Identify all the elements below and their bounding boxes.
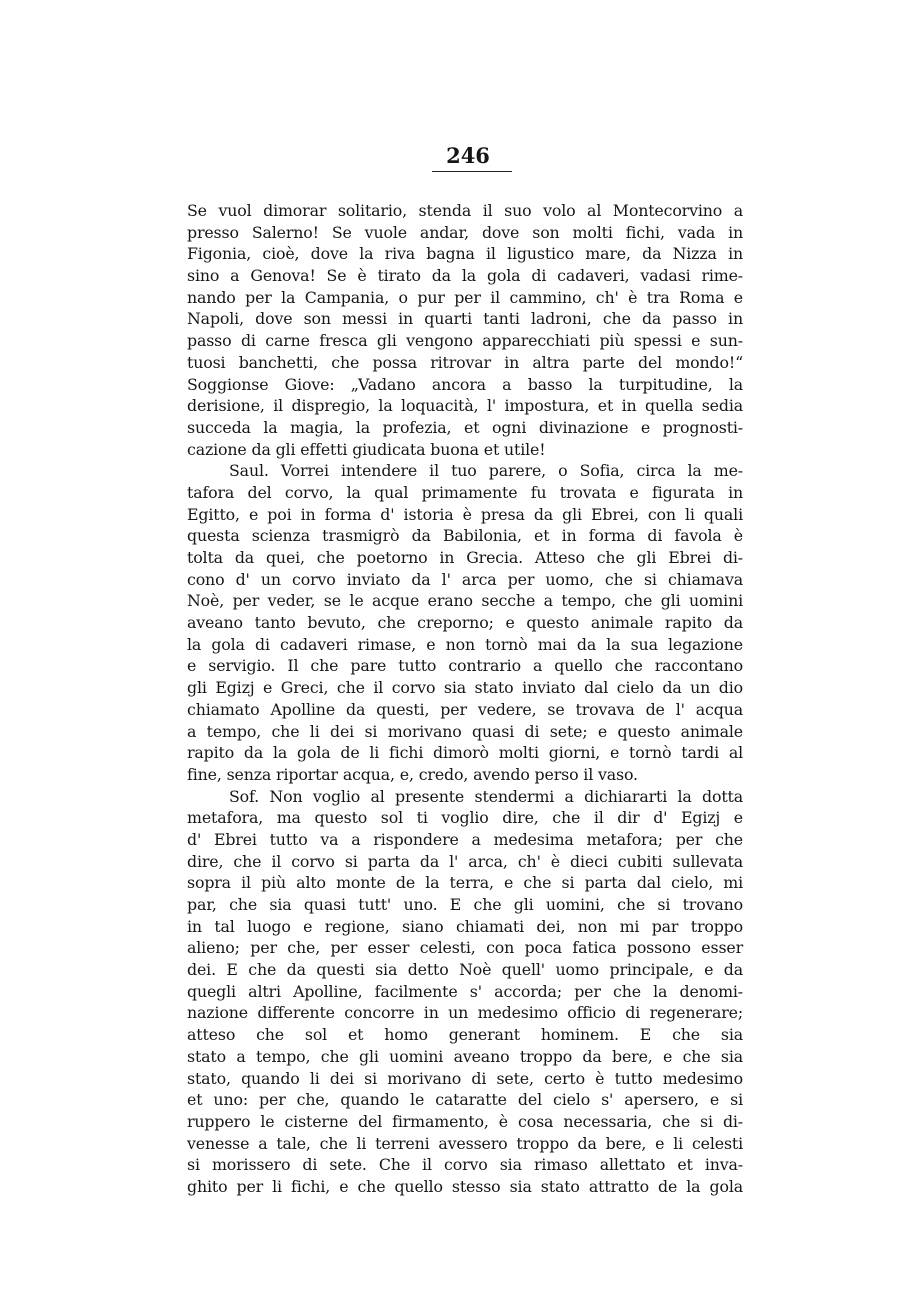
text-line: dei. E che da questi sia detto Noè quell' uomo principale, e da (187, 960, 743, 980)
text-line: gli Egizj e Greci, che il corvo sia stato inviato dal cielo da un dio (187, 678, 743, 698)
text-line: ghito per li fichi, e che quello stesso sia stato attratto de la gola (187, 1176, 743, 1196)
text-line: Se vuol dimorar solitario, stenda il suo volo al Montecorvino a (187, 201, 743, 220)
text-line: nazione differente concorre in un medesimo officio di regenerare; (187, 1003, 743, 1023)
text-line: tafora del corvo, la qual primamente fu trovata e figurata in (187, 482, 743, 502)
text-line: passo di carne fresca gli vengono apparecchiati più spessi e sun- (187, 331, 743, 351)
text-line: d' Ebrei tutto va a rispondere a medesima metafora; per che (187, 829, 743, 849)
text-line: stato, quando li dei si morivano di sete, certo è tutto medesimo (187, 1068, 743, 1088)
text-line: quegli altri Apolline, facilmente s' accorda; per che la denomi- (187, 981, 743, 1001)
text-line: Soggionse Giove: „Vadano ancora a basso la turpitudine, la (187, 374, 743, 394)
text-line: Saul. Vorrei intendere il tuo parere, o Sofia, circa la me- (229, 461, 743, 481)
header-rule (432, 171, 512, 172)
text-line: e servigio. Il che pare tutto contrario a quello che raccontano (187, 656, 743, 676)
text-line: rapito da la gola de li fichi dimorò molti giorni, e tornò tardi al (187, 743, 743, 763)
text-line: chiamato Apolline da questi, per vedere, se trovava de l' acqua (187, 699, 743, 719)
text-line: a tempo, che li dei si morivano quasi di sete; e questo animale (187, 721, 743, 741)
text-line: venesse a tale, che li terreni avessero troppo da bere, e li celesti (187, 1133, 743, 1153)
text-line: cazione da gli effetti giudicata buona et utile! (187, 439, 546, 459)
text-line: ruppero le cisterne del firmamento, è cosa necessaria, che si di- (187, 1111, 743, 1131)
text-line: cono d' un corvo inviato da l' arca per uomo, che si chiamava (187, 569, 743, 589)
text-line: derisione, il dispregio, la loquacità, l' impostura, et in quella sedia (187, 396, 743, 416)
text-line: questa scienza trasmigrò da Babilonia, et in forma di favola è (187, 526, 743, 546)
text-line: atteso che sol et homo generant hominem. E che sia (187, 1025, 743, 1045)
text-line: stato a tempo, che gli uomini aveano troppo da bere, e che sia (187, 1046, 743, 1066)
body-text (187, 200, 743, 1198)
page-number: 246 (446, 143, 490, 168)
text-line: Sof. Non voglio al presente stendermi a dichiararti la dotta (229, 786, 743, 806)
text-line: dire, che il corvo si parta da l' arca, ch' è dieci cubiti sullevata (187, 851, 743, 871)
text-line: tolta da quei, che poetorno in Grecia. Atteso che gli Ebrei di- (187, 548, 743, 567)
text-line: alieno; per che, per esser celesti, con poca fatica possono esser (187, 938, 743, 958)
text-line: la gola di cadaveri rimase, e non tornò mai da la sua legazione (187, 634, 743, 654)
text-line: nando per la Campania, o pur per il cammino, ch' è tra Roma e (187, 287, 743, 307)
text-line: Egitto, e poi in forma d' istoria è presa da gli Ebrei, con li quali (187, 504, 743, 524)
text-line: tuosi banchetti, che possa ritrovar in altra parte del mondo!“ (187, 352, 743, 372)
text-line: Noè, per veder, se le acque erano secche a tempo, che gli uomini (187, 591, 743, 611)
text-line: Napoli, dove son messi in quarti tanti ladroni, che da passo in (187, 309, 743, 329)
text-line: metafora, ma questo sol ti voglio dire, che il dir d' Egizj e (187, 808, 743, 828)
text-line: si morissero di sete. Che il corvo sia rimaso allettato et inva- (187, 1155, 743, 1175)
text-line: fine, senza riportar acqua, e, credo, avendo perso il vaso. (187, 764, 638, 784)
text-line: presso Salerno! Se vuole andar, dove son molti fichi, vada in (187, 222, 743, 242)
text-line: aveano tanto bevuto, che creporno; e questo animale rapito da (187, 613, 743, 633)
text-line: sopra il più alto monte de la terra, e che si parta dal cielo, mi (187, 873, 743, 893)
text-line: sino a Genova! Se è tirato da la gola di cadaveri, vadasi rime- (187, 266, 743, 286)
text-line: et uno: per che, quando le cataratte del cielo s' apersero, e si (187, 1090, 743, 1110)
text-line: in tal luogo e regione, siano chiamati dei, non mi par troppo (187, 916, 743, 936)
text-line: succeda la magia, la profezia, et ogni divinazione e prognosti- (187, 417, 743, 437)
text-line: par, che sia quasi tutt' uno. E che gli uomini, che si trovano (187, 895, 743, 914)
text-line: Figonia, cioè, dove la riva bagna il ligustico mare, da Nizza in (187, 244, 743, 264)
